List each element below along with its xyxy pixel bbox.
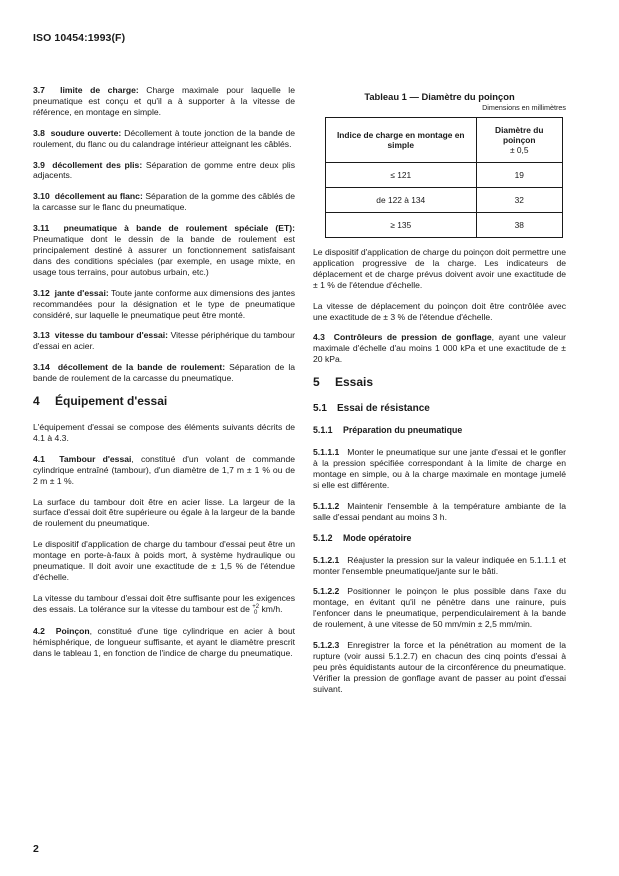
left-column bbox=[33, 85, 295, 669]
clause-4-1: 4.1 Tambour d'essai, constitué d'un volant de commande cylindrique entraîné (tambour), d'un diamètre de 1,7 m ± 1 % ou de 2 m ± 1 %. bbox=[33, 453, 295, 486]
section-4-intro: L'équipement d'essai se compose des éléments suivants décrits de 4.1 à 4.3. bbox=[33, 422, 295, 443]
definition-3-13: 3.13 vitesse du tambour d'essai: Vitesse périphérique du tambour d'essai en acier. bbox=[33, 330, 296, 352]
punch-loading-paragraph: Le dispositif d'application de charge du poinçon doit permettre une application progressive de la charge. Les indicateurs de déplacement et de charge prévus doivent avoir une exactitude de ± 1 % de l'étendue d'échelle. bbox=[313, 247, 566, 290]
table-cell-index: ≤ 121 bbox=[326, 163, 477, 188]
right-column bbox=[313, 85, 566, 705]
table-header-row bbox=[326, 118, 563, 163]
definition-3-8: 3.8 soudure ouverte: Décollement à toute jonction de la bande de roulement, du flanc ou du calandrage intérieur atteignant les câblés. bbox=[33, 127, 295, 149]
table-row bbox=[326, 213, 563, 238]
section-5-1-1-heading: 5.1.1 Préparation du pneumatique bbox=[313, 425, 463, 436]
punch-speed-paragraph: La vitesse de déplacement du poinçon doit être contrôlée avec une exactitude de ± 3 % de l'étendue d'échelle. bbox=[313, 300, 566, 322]
table-row bbox=[326, 188, 563, 213]
clause-4-2: 4.2 Poinçon, constitué d'une tige cylindrique en acier à bout hémisphérique, de longueur suffisante, et ayant le diamètre prescrit dans le tableau 1, en fonction de l'indice de charge du pneumatique. bbox=[33, 625, 295, 658]
clause-5-1-2-1: 5.1.2.1 Réajuster la pression sur la valeur indiquée en 5.1.1.1 et monter l'ensemble pneumatique/jante sur le bâti. bbox=[313, 554, 566, 576]
table-cell-diameter: 38 bbox=[476, 213, 563, 238]
clause-5-1-1-2: 5.1.1.2 Maintenir l'ensemble à la température ambiante de la salle d'essai pendant au moins 3 h. bbox=[313, 500, 566, 522]
clause-5-1-1-1: 5.1.1.1 Monter le pneumatique sur une jante d'essai et le gonfler à la pression spécifiée correspondant à la limite de charge en montage en simple, ou à la charge maximale en montage jumelé si elle est différente. bbox=[313, 447, 566, 490]
clause-4-1-surface: La surface du tambour doit être en acier lisse. La largeur de la surface d'essai doit être supérieure ou égale à la largeur de la bande de roulement du pneumatique. bbox=[33, 496, 295, 529]
table-1-title: Tableau 1 — Diamètre du poinçon bbox=[364, 91, 515, 102]
definition-3-14: 3.14 décollement de la bande de roulement: Séparation de la bande de roulement de la carcasse du pneumatique. bbox=[33, 362, 296, 384]
section-5-heading: 5 Essais bbox=[313, 375, 374, 390]
table-1 bbox=[325, 117, 563, 238]
clause-4-1-speed: La vitesse du tambour d'essai doit être suffisante pour les exigences des essais. La tolérance sur la vitesse du tambour est de +2 0 km/h. bbox=[33, 592, 295, 616]
clause-4-3: 4.3 Contrôleurs de pression de gonflage, ayant une valeur maximale d'échelle d'au moins 1 000 kPa et une exactitude de ± 20 kPa. bbox=[313, 332, 566, 365]
definition-3-10: 3.10 décollement au flanc: Séparation de la gomme des câblés de la carcasse sur le flanc du pneumatique. bbox=[33, 191, 295, 213]
table-cell-index: ≥ 135 bbox=[326, 213, 477, 238]
page-number: 2 bbox=[33, 843, 39, 855]
document-header: ISO 10454:1993(F) bbox=[33, 32, 126, 44]
table-cell-index: de 122 à 134 bbox=[326, 188, 477, 213]
table-header-diameter: Diamètre du poinçon ± 0,5 bbox=[476, 118, 563, 163]
section-5-1-2-heading: 5.1.2 Mode opératoire bbox=[313, 532, 412, 543]
definition-3-12: 3.12 jante d'essai: Toute jante conforme aux dimensions des jantes recommandées pour la désignation et le type de pneumatique considéré, sur laquelle le pneumatique peut être monté. bbox=[33, 287, 296, 320]
table-row bbox=[326, 163, 563, 188]
definition-3-11: 3.11 pneumatique à bande de roulement spéciale (ET): Pneumatique dont le dessin de la bande de roulement est principalement destiné à assurer un fonctionnement satisfaisant dans des conditions spéciales (par exemple, en usage mixte, en usage tous terrains, pour autobus urbain, etc.) bbox=[33, 223, 295, 277]
definition-3-7: 3.7 limite de charge: Charge maximale pour laquelle le pneumatique est conçu et qu'il a à supporter à la vitesse de référence, en montage en simple. bbox=[33, 85, 295, 117]
clause-4-1-loading: Le dispositif d'application de charge du tambour d'essai peut être un montage en porte-à-faux à poids mort, à système hydraulique ou pneumatique. Il doit avoir une exactitude de ± 1,5 % de l'étendue d'échelle. bbox=[33, 539, 295, 582]
table-header-load-index: Indice de charge en montage en simple bbox=[326, 118, 477, 163]
definition-3-9: 3.9 décollement des plis: Séparation de gomme entre deux plis adjacents. bbox=[33, 159, 295, 181]
table-1-units: Dimensions en millimètres bbox=[482, 103, 566, 112]
table-cell-diameter: 19 bbox=[476, 163, 563, 188]
clause-5-1-2-2: 5.1.2.2 Positionner le poinçon le plus possible dans l'axe du montage, en évitant qu'il ne pénètre dans une rainure, puis l'enfoncer dans le pneumatique, perpendiculairement à la bande de roulement, à une vitesse de 50 mm/min ± 2,5 mm/min. bbox=[313, 586, 566, 630]
clause-5-1-2-3: 5.1.2.3 Enregistrer la force et la pénétration au moment de la rupture (voir aussi 5.1.2.7) en chacun des cinq points d'essai à peu près équidistants autour de la circonférence du pneumatique. Vérifier la pression de gonflage avant de passer au point d'essai suivant. bbox=[313, 640, 566, 694]
section-5-1-heading: 5.1 Essai de résistance bbox=[313, 403, 430, 415]
table-cell-diameter: 32 bbox=[476, 188, 563, 213]
section-4-heading: 4 Équipement d'essai bbox=[33, 394, 168, 409]
